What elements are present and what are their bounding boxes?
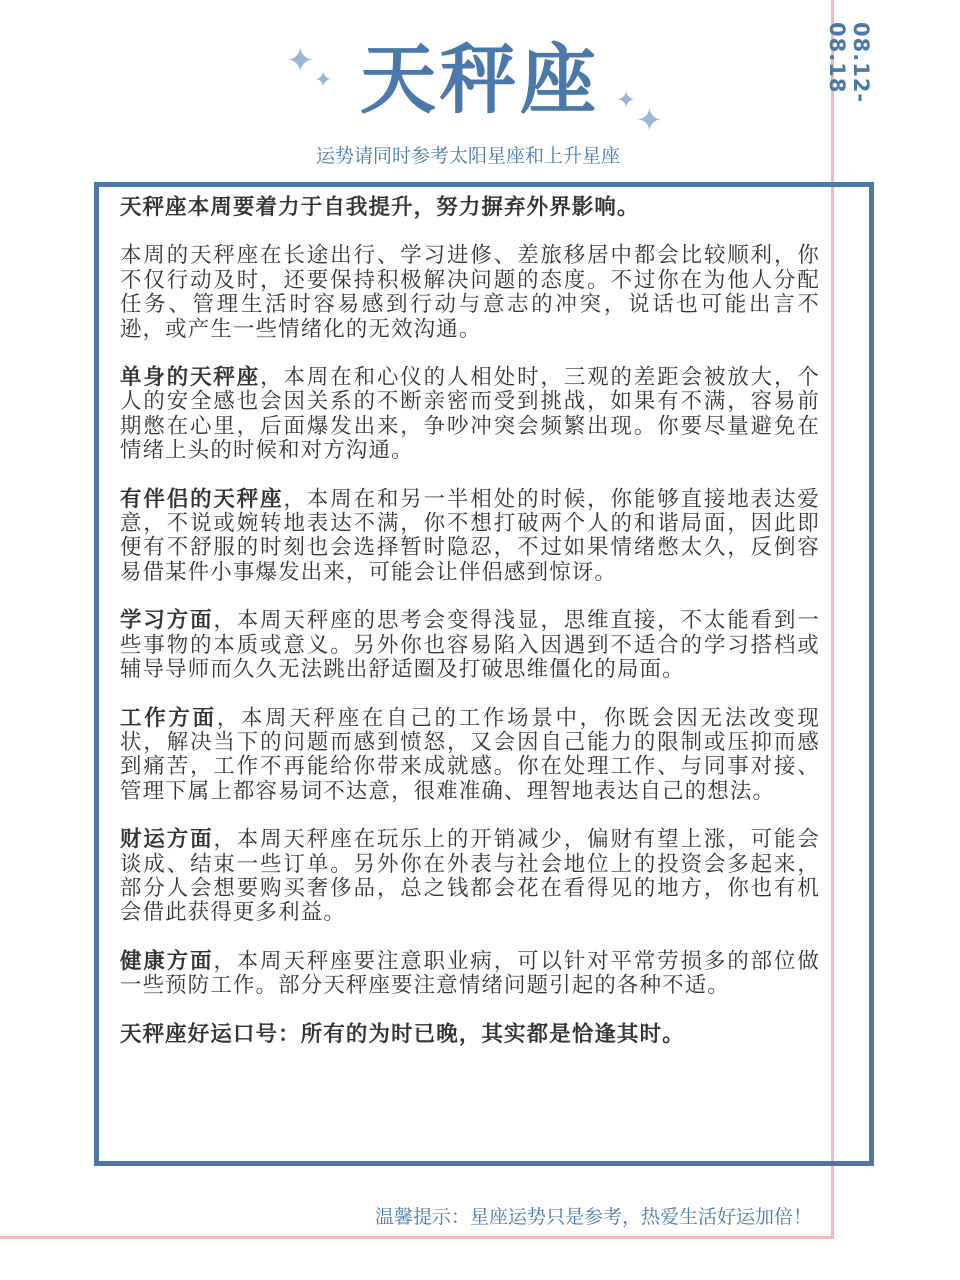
horoscope-body — [120, 196, 820, 1071]
sparkle-icon: ✦ — [616, 86, 637, 114]
page-subtitle: 运势请同时参考太阳星座和上升星座 — [315, 145, 620, 167]
headline-paragraph — [120, 196, 820, 220]
paragraph-lead: 有伴侣的天秤座 — [120, 486, 284, 512]
paragraph-text: ，本周在和心仪的人相处时，三观的差距会被放大，个人的安全感也会因关系的不断亲密而受到挑战，如果有不满，容易前期憋在心里，后面爆发出来，争吵冲突会频繁出现。你要尽量避免在情绪上头的时候和对方沟通。 — [120, 365, 820, 464]
wealth-paragraph — [120, 828, 820, 926]
sparkle-icon: ✦ — [314, 68, 333, 93]
paragraph-lead: 天秤座本周要着力于自我提升，努力摒弃外界影响。 — [120, 195, 640, 220]
page-title: 天秤座 — [360, 35, 600, 124]
paragraph-text: 本周的天秤座在长途出行、学习进修、差旅移居中都会比较顺利，你不仅行动及时，还要保持积极解决问题的态度。不过你在为他人分配任务、管理生活时容易感到行动与意志的冲突，说话也可能出言不逊，或产生一些情绪化的无效沟通。 — [120, 243, 820, 342]
partner-paragraph — [120, 488, 820, 586]
footer-tip: 温馨提示：星座运势只是参考，热爱生活好运加倍！ — [374, 1206, 812, 1228]
paragraph-text: ，本周在和另一半相处的时候，你能够直接地表达爱意，不说或婉转地表达不满，你不想打破两个人的和谐局面，因此即便有不舒服的时刻也会选择暂时隐忍，不过如果情绪憋太久，反倒容易借某件小事爆发出来，可能会让伴侣感到惊讶。 — [120, 486, 820, 585]
paragraph-lead: 财运方面 — [120, 827, 214, 853]
work-paragraph — [120, 707, 820, 805]
sparkle-icon: ✦ — [636, 101, 663, 139]
paragraph-lead: 天秤座好运口号：所有的为时已晚，其实都是恰逢其时。 — [120, 1021, 685, 1047]
paragraph-text: ，本周天秤座的思考会变得浅显，思维直接，不太能看到一些事物的本质或意义。另外你也容易陷入因遇到不适合的学习搭档或辅导导师而久久无法跳出舒适圈及打破思维僵化的局面。 — [120, 608, 820, 683]
paragraph-lead: 学习方面 — [120, 608, 214, 634]
study-paragraph — [120, 609, 820, 682]
paragraph-text: ，本周天秤座要注意职业病，可以针对平常劳损多的部位做一些预防工作。部分天秤座要注意情绪问题引起的各种不适。 — [120, 948, 820, 999]
health-paragraph — [120, 950, 820, 999]
slogan-paragraph — [120, 1023, 820, 1047]
sparkle-icon: ✦ — [286, 41, 315, 81]
paragraph-lead: 健康方面 — [120, 948, 214, 974]
paragraph-lead: 单身的天秤座 — [120, 365, 261, 391]
paragraph-text: ，本周天秤座在玩乐上的开销减少，偏财有望上涨，可能会谈成、结束一些订单。另外你在外表与社会地位上的投资会多起来，部分人会想要购买奢侈品，总之钱都会花在看得见的地方，你也有机会借此获得更多利益。 — [120, 827, 820, 926]
pink-horizontal-rule — [0, 1236, 834, 1239]
paragraph-lead: 工作方面 — [120, 705, 217, 731]
paragraph-text: ，本周天秤座在自己的工作场景中，你既会因无法改变现状，解决当下的问题而感到愤怒，又会因自己能力的限制或压抑而感到痛苦，工作不再能给你带来成就感。你在处理工作、与同事对接、管理下属上都容易词不达意，很难准确、理智地表达自己的想法。 — [120, 705, 820, 804]
overview-paragraph — [120, 244, 820, 342]
date-range: 08.12-08.18 — [825, 22, 873, 104]
single-paragraph — [120, 366, 820, 464]
